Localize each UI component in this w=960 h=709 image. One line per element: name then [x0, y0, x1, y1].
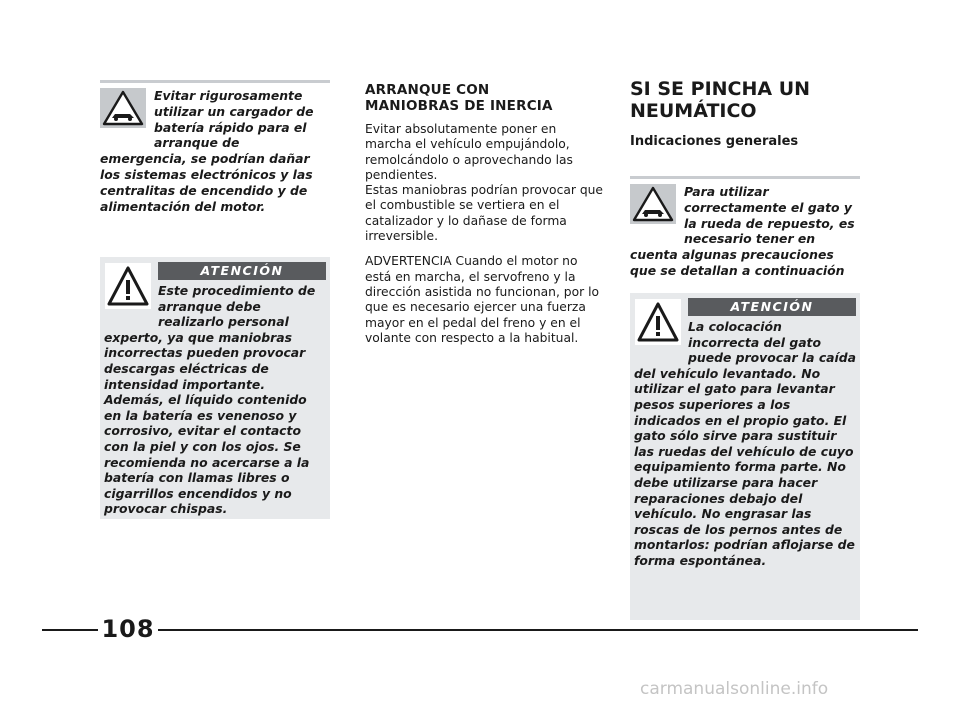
col2-paragraph-3: ADVERTENCIA Cuando el motor no está en marcha, el servofreno y la dirección asistida no funcionan, por lo que es necesario ejercer una fuerza mayor en el pedal del freno y en el volante con respecto a la habitual.	[365, 254, 600, 345]
caution-car-icon	[100, 88, 146, 128]
col3-top-rule	[630, 176, 860, 179]
col1-caution-note	[100, 88, 330, 214]
col2-paragraph-1: Evitar absolutamente poner en marcha el vehículo empujándolo, remolcándolo o aprovechando las pendientes.	[365, 122, 573, 182]
watermark: carmanualsonline.info	[640, 679, 829, 699]
col1-top-rule	[100, 80, 330, 83]
col1-attention-label: ATENCIÓN	[158, 262, 326, 280]
col3-caution-note	[630, 184, 860, 279]
col3-attention-label: ATENCIÓN	[688, 298, 856, 316]
col1-warning-panel	[100, 257, 330, 519]
col3-warning-text: La colocación incorrecta del gato puede provocar la caída del vehículo levantado. No utilizar el gato para levantar pesos superiores a los indicados en el propio gato. El gato sólo sirve para sustituir las ruedas del vehículo de cuyo equipamiento forma parte. No debe utilizarse para hacer reparaciones debajo del vehículo. No engrasar las roscas de los pernos antes de montarlos: podrían aflojarse de forma espontánea.	[634, 319, 856, 568]
col2-paragraph-2: Estas maniobras podrían provocar que el combustible se vertiera en el catalizador y lo dañase de forma irreversible.	[365, 183, 603, 244]
col2-section	[365, 82, 603, 346]
col3-heading: SI SE PINCHA UN NEUMÁTICO	[630, 78, 811, 122]
col3-header	[630, 78, 870, 149]
col3-note-text: Para utilizar correctamente el gato y la rueda de repuesto, es necesario tener en cuenta algunas precauciones que se detallan a continuación	[630, 184, 855, 278]
col2-heading: ARRANQUE CON MANIOBRAS DE INERCIA	[365, 82, 553, 114]
footer-rule-left	[42, 629, 98, 631]
footer-rule-right	[158, 629, 918, 631]
col3-warning-panel	[630, 293, 860, 620]
col1-note-text: Evitar rigurosamente utilizar un cargador de batería rápido para el arranque de emergencia, se podrían dañar los sistemas electrónicos y las centralitas de encendido y de alimentación del motor.	[100, 88, 314, 214]
page-number: 108	[101, 615, 155, 643]
caution-car-icon	[630, 184, 676, 224]
col3-subheading: Indicaciones generales	[630, 134, 799, 149]
col1-warning-text: Este procedimiento de arranque debe realizarlo personal experto, ya que maniobras incorrectas pueden provocar descargas eléctricas de intensidad importante. Además, el líquido contenido en la batería es venenoso y corrosivo, evitar el contacto con la piel y con los ojos. Se recomienda no acercarse a la batería con llamas libres o cigarrillos encendidos y no provocar chispas.	[104, 283, 316, 517]
